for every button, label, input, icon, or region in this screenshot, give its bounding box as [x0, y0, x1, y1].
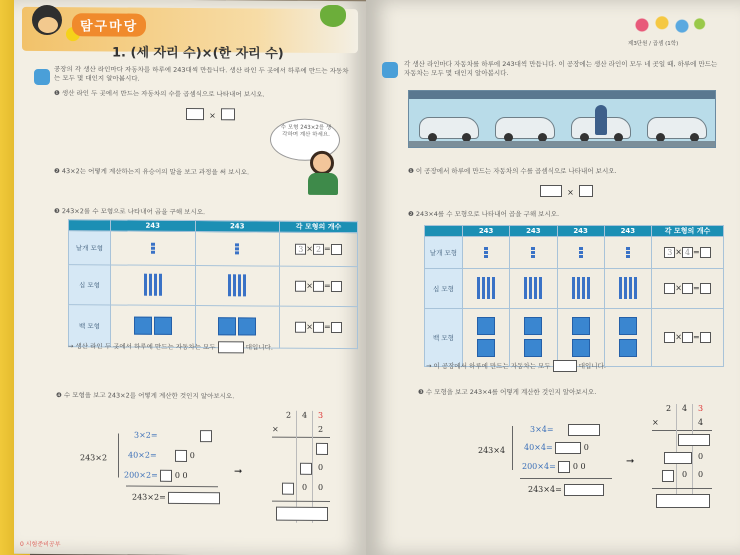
vertical-calc: 2 4 3 × 2 0 0 0 — [272, 411, 330, 529]
page-number: 0 시험준비공부 — [20, 540, 61, 549]
tens-model-cell — [557, 269, 604, 309]
answer-box[interactable] — [558, 461, 570, 473]
calc-lhs: 243×4 — [478, 446, 506, 455]
row-label: 십 모형 — [69, 265, 111, 305]
answer-box[interactable] — [300, 463, 312, 475]
answer-box[interactable] — [555, 442, 581, 454]
times-sign: × — [209, 111, 216, 121]
answer-box[interactable] — [662, 470, 674, 482]
tens-model-cell — [604, 269, 651, 309]
count-cell: × = — [280, 266, 358, 307]
calc-line: 200×4= 0 0 — [522, 462, 586, 471]
answer-box[interactable] — [700, 332, 711, 343]
ones-model-cell — [195, 232, 280, 267]
table-row — [69, 265, 358, 307]
calc-lhs: 243×2 — [80, 453, 108, 463]
answer-sentence: → 생산 라인 두 곳에서 하루에 만드는 자동차는 모두 대입니다. — [68, 342, 273, 352]
answer-box[interactable] — [331, 322, 342, 333]
table-header-cell: 243 — [195, 221, 280, 233]
car-icon — [495, 117, 555, 139]
hundreds-model-cell — [557, 309, 604, 367]
row-label: 백 모형 — [69, 305, 111, 347]
q1-answer-right: × — [540, 180, 593, 199]
explore-icon — [34, 69, 50, 85]
table-header-cell — [425, 226, 463, 237]
answer-box[interactable] — [682, 332, 693, 343]
factory-illustration — [408, 90, 716, 148]
dog-face-icon — [38, 17, 58, 33]
ones-model-cell — [463, 237, 510, 269]
question-4: ❹ 수 모형을 보고 243×2를 어떻게 계산한 것인지 알아보시오. — [56, 391, 235, 401]
answer-box[interactable] — [175, 450, 187, 462]
row-label: 백 모형 — [425, 309, 463, 367]
count-box[interactable]: 3 — [664, 247, 675, 258]
question-3: ❸ 243×2를 수 모형으로 나타내어 곱을 구해 보시오. — [54, 207, 206, 217]
table-header-cell: 243 — [463, 226, 510, 237]
ones-model-cell — [604, 237, 651, 269]
hundreds-model-cell — [604, 309, 651, 367]
q1-answer — [186, 103, 235, 122]
answer-box[interactable] — [568, 424, 600, 436]
count-box[interactable]: 3 — [295, 244, 306, 255]
question-2-right: ❷ 243×4를 수 모형으로 나타내어 곱을 구해 보시오. — [408, 210, 560, 218]
answer-box[interactable] — [313, 281, 324, 292]
count-cell: 3 × 2 = — [280, 232, 358, 267]
calc-line: 200×2= 0 0 — [124, 470, 188, 480]
row-label: 십 모형 — [425, 269, 463, 309]
answer-box[interactable] — [295, 281, 306, 292]
answer-box[interactable] — [564, 484, 604, 496]
row-label: 낱개 모형 — [69, 231, 111, 265]
flower-decoration-icon — [626, 14, 706, 36]
answer-box[interactable] — [316, 443, 328, 455]
answer-sentence-right: → 이 공장에서 하루에 만드는 자동차는 모두 대입니다. — [426, 362, 606, 370]
banner-tag: 탐구마당 — [72, 13, 146, 37]
frog-sticker-icon — [320, 5, 346, 27]
answer-box[interactable] — [276, 507, 328, 521]
calc-total: 243×2= — [132, 492, 220, 505]
model-table-right — [424, 225, 724, 367]
calc-line: 40×2= 0 — [128, 450, 195, 461]
question-3-right: ❸ 수 모형을 보고 243×4를 어떻게 계산한 것인지 알아보시오. — [418, 388, 597, 396]
boy-body-icon — [308, 173, 338, 195]
sum-line — [126, 486, 218, 488]
boy-character-icon — [310, 151, 334, 175]
sum-line — [520, 478, 612, 479]
car-icon — [419, 117, 479, 139]
speech-bubble-text: 수 모형 243×2를 생각하며 계산 하세요. — [280, 124, 332, 138]
answer-box[interactable] — [579, 185, 593, 197]
vertical-calc: 2 4 3 × 4 0 0 0 — [652, 404, 714, 514]
car-icon — [647, 117, 707, 139]
calc-total: 243×4= — [528, 484, 604, 496]
row-label: 낱개 모형 — [425, 237, 463, 269]
answer-box[interactable] — [700, 247, 711, 258]
table-header-cell: 243 — [557, 226, 604, 237]
answer-box[interactable] — [331, 244, 342, 255]
answer-box[interactable] — [200, 430, 212, 442]
answer-box[interactable] — [295, 322, 306, 333]
table-header-row — [425, 226, 724, 237]
count-cell: × = — [652, 309, 724, 367]
table-header-cell: 243 — [510, 226, 557, 237]
ones-model-cell — [111, 231, 196, 266]
answer-box[interactable] — [664, 332, 675, 343]
ones-model-cell — [557, 237, 604, 269]
intro-text: 공장의 각 생산 라인마다 자동차를 하루에 243대씩 만듭니다. 생산 라인 두 곳에서 하루에 만드는 자동차는 모두 몇 대인지 알아봅시다. — [54, 65, 349, 83]
answer-box[interactable] — [540, 185, 562, 197]
table-header-cell — [69, 220, 111, 231]
answer-box[interactable] — [313, 322, 324, 333]
worker-icon — [595, 105, 607, 135]
table-row — [69, 231, 358, 267]
answer-box[interactable] — [678, 434, 710, 446]
page-title: 1. (세 자리 수)×(한 자리 수) — [112, 45, 284, 62]
intro-text: 각 생산 라인마다 자동차를 하루에 243대씩 만듭니다. 이 공장에는 생산 라인이 모두 네 곳일 때, 하루에 만드는 자동차는 모두 몇 대인지 알아봅시다. — [404, 60, 718, 77]
answer-box[interactable] — [553, 360, 577, 372]
table-header-cell: 243 — [111, 220, 196, 232]
answer-box[interactable] — [168, 492, 220, 504]
header-note: 제3단원 / 곱셈 (1학) — [628, 41, 679, 47]
answer-box[interactable] — [221, 108, 235, 120]
count-cell: × = — [652, 269, 724, 309]
brace-line — [118, 433, 119, 477]
table-header-cell: 각 모형의 개수 — [652, 226, 724, 237]
count-cell: 3 × 4 = — [652, 237, 724, 269]
model-table — [68, 219, 358, 349]
hundreds-model-cell — [463, 309, 510, 367]
table-row — [425, 309, 724, 367]
arrow: ➞ — [626, 456, 635, 467]
answer-box[interactable] — [656, 494, 710, 508]
table-row — [425, 237, 724, 269]
explore-icon — [382, 62, 398, 78]
brace-line — [512, 426, 513, 470]
answer-box[interactable] — [331, 281, 342, 292]
calc-line: 3×2= — [134, 430, 212, 443]
count-cell: × = — [280, 306, 358, 349]
ones-model-cell — [510, 237, 557, 269]
answer-box[interactable] — [218, 341, 244, 353]
tens-model-cell — [463, 269, 510, 309]
tens-model-cell — [111, 265, 196, 306]
arrow: ➞ — [234, 466, 243, 478]
left-page — [14, 0, 366, 555]
answer-box[interactable] — [160, 470, 172, 482]
calc-line: 40×4= 0 — [524, 443, 589, 452]
answer-box[interactable] — [682, 283, 693, 294]
table-header-cell: 각 모형의 개수 — [280, 221, 358, 233]
tens-model-cell — [195, 266, 280, 307]
question-1: ❶ 생산 라인 두 곳에서 만드는 자동차의 수를 곱셈식으로 나타내어 보시오. — [54, 89, 265, 99]
answer-box[interactable] — [282, 483, 294, 495]
answer-box[interactable] — [700, 283, 711, 294]
question-1-right: ❶ 이 공장에서 하루에 만드는 자동차의 수를 곱셈식으로 나타내어 보시오. — [408, 167, 617, 175]
count-box[interactable]: 2 — [313, 244, 324, 255]
tens-model-cell — [510, 269, 557, 309]
table-header-cell: 243 — [604, 226, 651, 237]
answer-box[interactable] — [186, 107, 204, 119]
question-2: ❷ 43×2는 어떻게 계산하는지 유승이의 말을 보고 과정을 써 보시오. — [54, 167, 250, 177]
table-row — [425, 269, 724, 309]
calc-line: 3×4= — [530, 424, 600, 436]
answer-box[interactable] — [664, 452, 692, 464]
count-box[interactable]: 4 — [682, 247, 693, 258]
answer-box[interactable] — [664, 283, 675, 294]
hundreds-model-cell — [510, 309, 557, 367]
